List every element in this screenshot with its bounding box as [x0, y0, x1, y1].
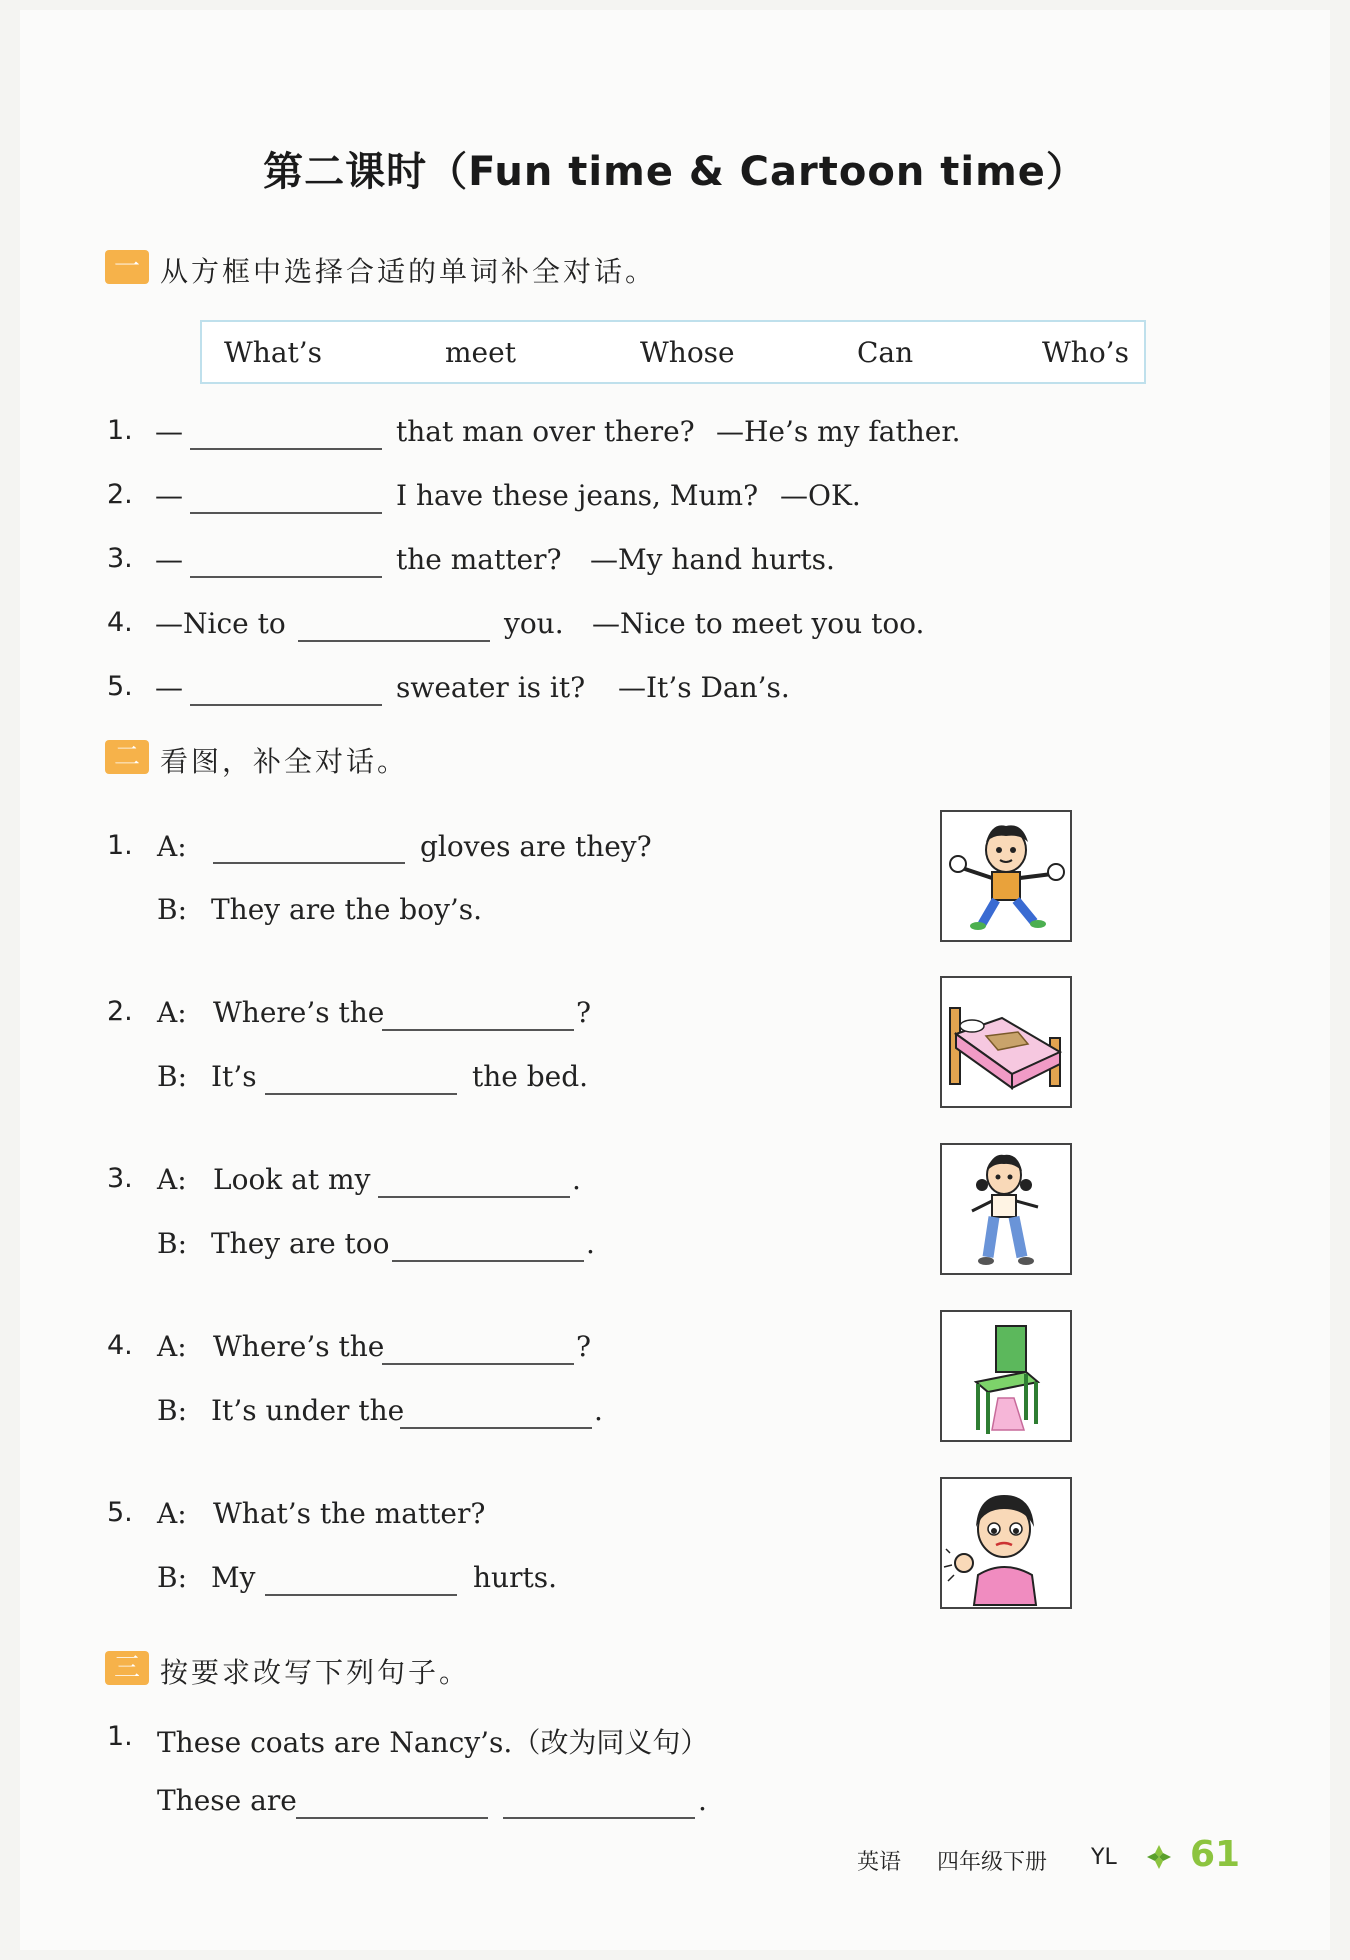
s2-item-number: 3. [107, 1163, 133, 1194]
s2-b-end: . [586, 1227, 595, 1260]
answer-blank[interactable] [392, 1260, 584, 1262]
s2-b-text: They are too [211, 1227, 390, 1260]
footer-grade: 四年级下册 [937, 1850, 1048, 1875]
s3-answer-end: . [698, 1784, 707, 1817]
s1-item-text: the matter? [396, 543, 562, 576]
word-bank-item: Who’s [1042, 336, 1129, 369]
s2-b-end: hurts. [473, 1561, 557, 1594]
s2-a-end: ? [576, 996, 592, 1029]
girl-in-jeans-picture [940, 1143, 1072, 1275]
s2-a-end: ? [576, 1330, 592, 1363]
s1-item-response: —My hand hurts. [590, 543, 835, 576]
s2-a-text: What’s the matter? [213, 1497, 486, 1530]
s3-answer-prefix: These are [157, 1784, 297, 1817]
section-2-heading: 看图，补全对话。 [160, 745, 409, 778]
s2-item-number: 2. [107, 996, 133, 1027]
answer-blank[interactable] [400, 1427, 592, 1429]
s2-a-text: gloves are they? [420, 830, 652, 863]
page-number: 61 [1190, 1834, 1241, 1875]
speaker-a-label: A: [157, 1163, 187, 1196]
clover-icon [1144, 1842, 1174, 1876]
speaker-a-label: A: [157, 1330, 187, 1363]
answer-blank[interactable] [190, 448, 382, 450]
s2-b-end: the bed. [472, 1060, 589, 1093]
s1-item-prefix: — [155, 543, 183, 576]
answer-blank[interactable] [503, 1817, 695, 1819]
s2-b-text: My [211, 1561, 256, 1594]
s2-item-number: 1. [107, 830, 133, 861]
answer-blank[interactable] [382, 1363, 574, 1365]
s3-item-number: 1. [107, 1721, 133, 1752]
s1-item-prefix: — [155, 479, 183, 512]
section-2-badge: 二 [105, 740, 149, 774]
answer-blank[interactable] [265, 1093, 457, 1095]
answer-blank[interactable] [190, 512, 382, 514]
answer-blank[interactable] [382, 1029, 574, 1031]
answer-blank[interactable] [190, 576, 382, 578]
section-1-heading: 从方框中选择合适的单词补全对话。 [160, 255, 657, 288]
word-bank-item: meet [445, 336, 516, 369]
speaker-b-label: B: [157, 1394, 188, 1427]
section-1-badge: 一 [105, 250, 149, 284]
footer-edition: YL [1091, 1845, 1117, 1870]
speaker-a-label: A: [157, 830, 187, 863]
boy-with-gloves-picture [940, 810, 1072, 942]
chair-with-dress-picture [940, 1310, 1072, 1442]
speaker-b-label: B: [157, 1060, 188, 1093]
s2-b-text: It’s under the [211, 1394, 405, 1427]
girl-hurt-hand-picture [940, 1477, 1072, 1609]
word-bank-box [200, 320, 1146, 384]
s2-a-text: Look at my [213, 1163, 371, 1196]
page-title: 第二课时（Fun time & Cartoon time） [263, 149, 1087, 195]
answer-blank[interactable] [296, 1817, 488, 1819]
s1-item-number: 4. [107, 607, 133, 638]
s2-b-text: It’s [211, 1060, 257, 1093]
answer-blank[interactable] [265, 1594, 457, 1596]
word-bank-item: What’s [224, 336, 323, 369]
s2-b-text: They are the boy’s. [211, 893, 483, 926]
s1-item-text: I have these jeans, Mum? [396, 479, 759, 512]
s1-item-prefix: — [155, 671, 183, 704]
speaker-a-label: A: [157, 996, 187, 1029]
s2-b-end: . [594, 1394, 603, 1427]
section-3-heading: 按要求改写下列句子。 [160, 1656, 471, 1689]
speaker-b-label: B: [157, 1227, 188, 1260]
s1-item-number: 3. [107, 543, 133, 574]
s1-item-number: 5. [107, 671, 133, 702]
s2-item-number: 5. [107, 1497, 133, 1528]
speaker-a-label: A: [157, 1497, 187, 1530]
section-3-badge: 三 [105, 1651, 149, 1685]
s1-item-response: —He’s my father. [716, 415, 961, 448]
footer-subject: 英语 [857, 1850, 902, 1875]
answer-blank[interactable] [378, 1196, 570, 1198]
word-bank-item: Whose [640, 336, 735, 369]
s2-a-text: Where’s the [213, 996, 385, 1029]
speaker-b-label: B: [157, 1561, 188, 1594]
answer-blank[interactable] [190, 704, 382, 706]
s1-item-number: 2. [107, 479, 133, 510]
s1-item-number: 1. [107, 415, 133, 446]
s2-a-text: Where’s the [213, 1330, 385, 1363]
s2-item-number: 4. [107, 1330, 133, 1361]
s1-item-prefix: — [155, 415, 183, 448]
answer-blank[interactable] [213, 862, 405, 864]
s1-item-prefix: —Nice to [155, 607, 286, 640]
s1-item-text: you. [504, 607, 564, 640]
s1-item-response: —OK. [780, 479, 861, 512]
s1-item-text: sweater is it? [396, 671, 586, 704]
word-bank-item: Can [857, 336, 914, 369]
s1-item-text: that man over there? [396, 415, 695, 448]
s1-item-response: —It’s Dan’s. [618, 671, 790, 704]
s2-a-end: . [572, 1163, 581, 1196]
s1-item-response: —Nice to meet you too. [592, 607, 925, 640]
speaker-b-label: B: [157, 893, 188, 926]
s3-item-sentence: These coats are Nancy’s.（改为同义句） [157, 1726, 709, 1759]
bed-with-sweater-picture [940, 976, 1072, 1108]
answer-blank[interactable] [298, 640, 490, 642]
